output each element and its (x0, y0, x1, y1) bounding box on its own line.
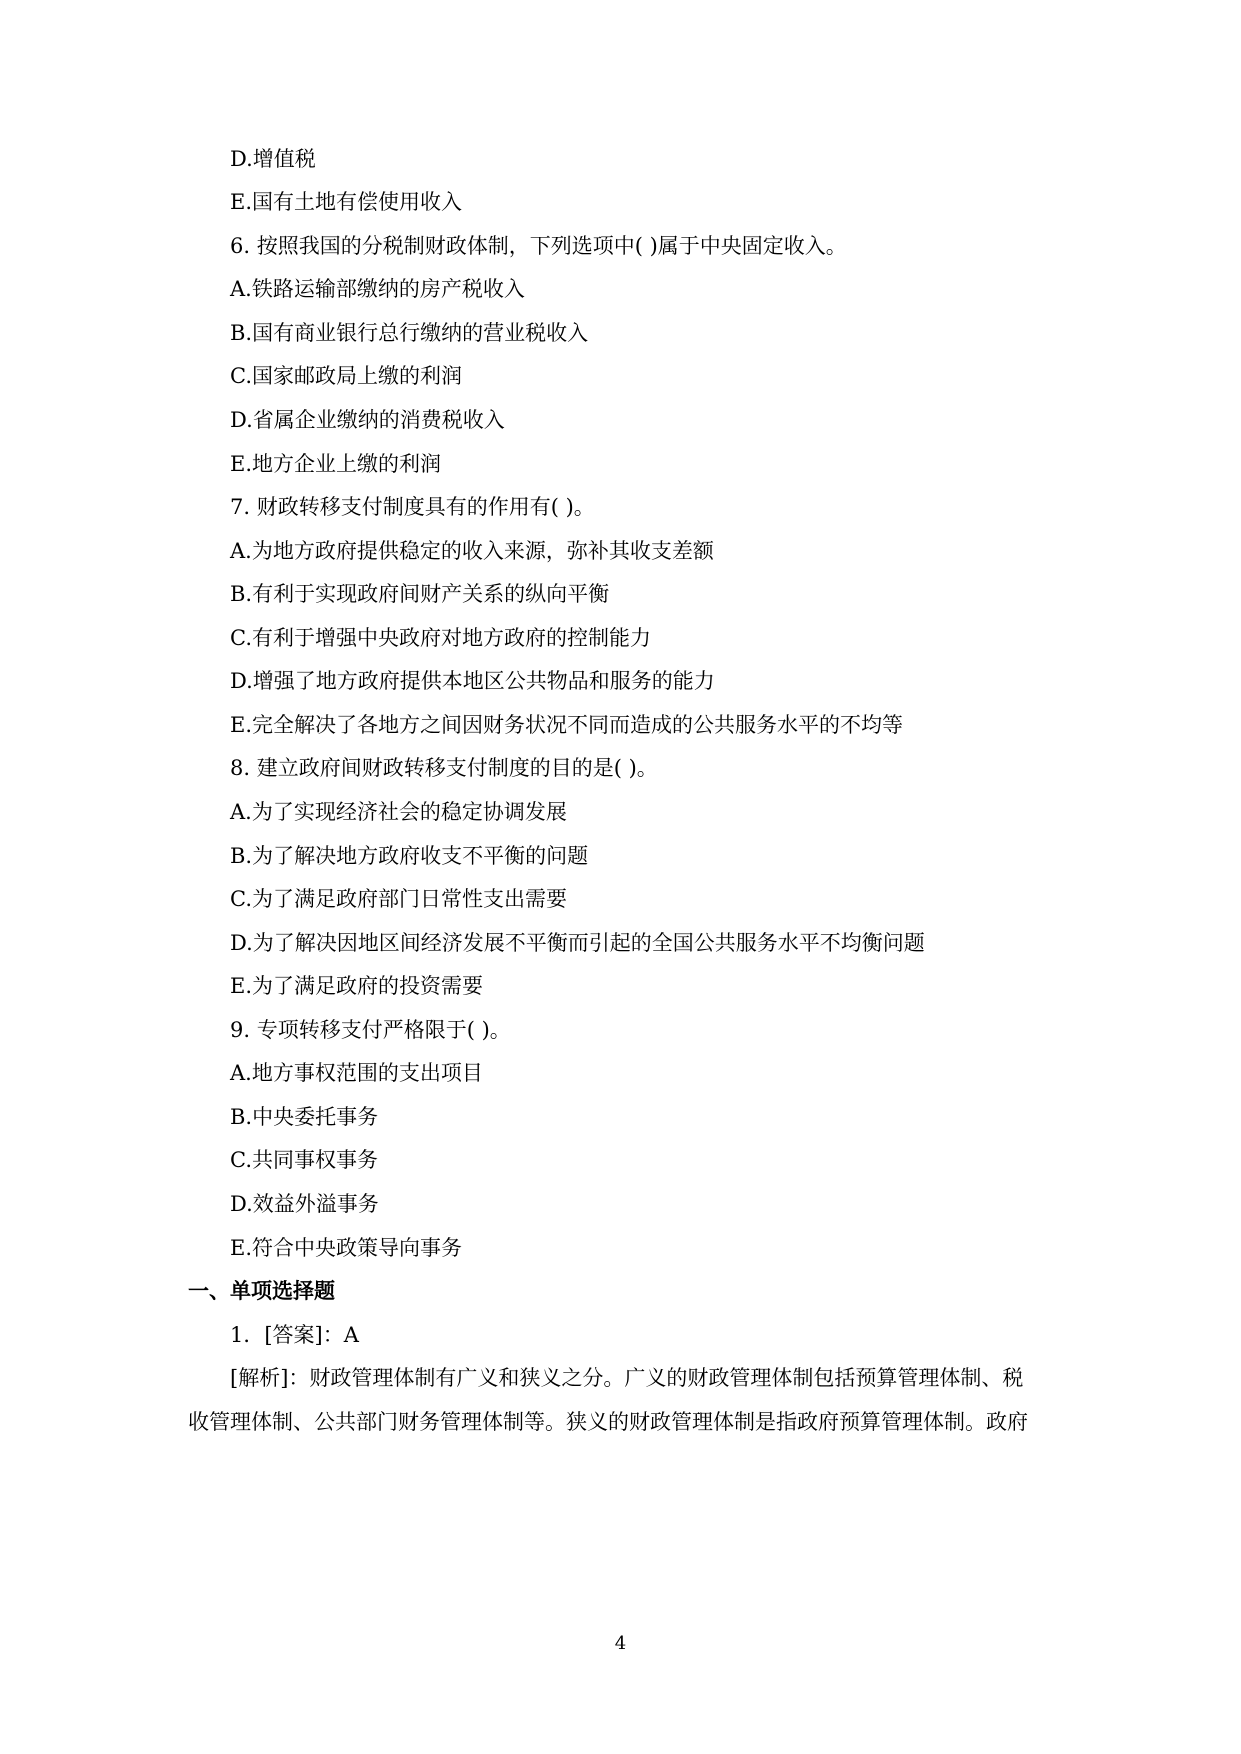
option-6a: A.铁路运输部缴纳的房产税收入 (230, 277, 525, 301)
question-6: 6. 按照我国的分税制财政体制，下列选项中( )属于中央固定收入。 (230, 234, 847, 258)
option-9e: E.符合中央政策导向事务 (230, 1236, 463, 1260)
option-9a: A.地方事权范围的支出项目 (230, 1061, 483, 1085)
answer-line: 1．[答案]：A (230, 1323, 359, 1347)
option-6d: D.省属企业缴纳的消费税收入 (230, 408, 505, 432)
option-6b: B.国有商业银行总行缴纳的营业税收入 (230, 321, 589, 345)
option-8e: E.为了满足政府的投资需要 (230, 974, 484, 998)
option-6e: E.地方企业上缴的利润 (230, 452, 442, 476)
option-5e: E.国有土地有偿使用收入 (230, 190, 463, 214)
section-heading: 一、单项选择题 (188, 1278, 335, 1303)
option-7a: A.为地方政府提供稳定的收入来源，弥补其收支差额 (230, 539, 714, 563)
option-7e: E.完全解决了各地方之间因财务状况不同而造成的公共服务水平的不均等 (230, 713, 904, 737)
option-8b: B.为了解决地方政府收支不平衡的问题 (230, 844, 589, 868)
option-9d: D.效益外溢事务 (230, 1192, 379, 1216)
option-8d: D.为了解决因地区间经济发展不平衡而引起的全国公共服务水平不均衡问题 (230, 931, 925, 955)
option-6c: C.国家邮政局上缴的利润 (230, 364, 462, 388)
page-number: 4 (614, 1633, 627, 1654)
option-7d: D.增强了地方政府提供本地区公共物品和服务的能力 (230, 669, 715, 693)
option-8c: C.为了满足政府部门日常性支出需要 (230, 887, 567, 911)
option-9b: B.中央委托事务 (230, 1105, 379, 1129)
option-9c: C.共同事权事务 (230, 1148, 378, 1172)
option-5d: D.增值税 (230, 147, 316, 171)
question-7: 7. 财政转移支付制度具有的作用有( )。 (230, 495, 595, 519)
question-9: 9. 专项转移支付严格限于( )。 (230, 1018, 511, 1042)
option-8a: A.为了实现经济社会的稳定协调发展 (230, 800, 567, 824)
option-7c: C.有利于增强中央政府对地方政府的控制能力 (230, 626, 651, 650)
option-7b: B.有利于实现政府间财产关系的纵向平衡 (230, 582, 610, 606)
analysis-text-line-1: [解析]：财政管理体制有广义和狭义之分。广义的财政管理体制包括预算管理体制、税 (230, 1366, 1024, 1390)
question-8: 8. 建立政府间财政转移支付制度的目的是( )。 (230, 756, 658, 780)
analysis-text-line-2: 收管理体制、公共部门财务管理体制等。狭义的财政管理体制是指政府预算管理体制。政府 (188, 1410, 1028, 1434)
